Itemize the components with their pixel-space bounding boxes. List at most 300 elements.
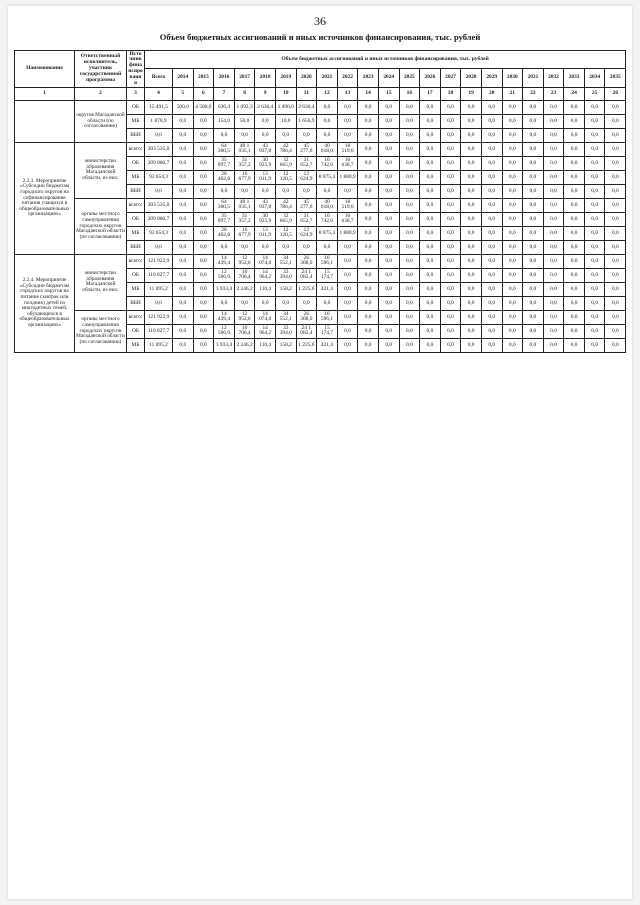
value-cell: 24 1 082,4 bbox=[296, 324, 317, 338]
column-number: 2 bbox=[75, 87, 127, 100]
value-cell: 0,0 bbox=[584, 114, 605, 128]
value-cell: 0,0 bbox=[420, 338, 441, 352]
value-cell: 0,0 bbox=[378, 142, 399, 156]
source-cell: МБ bbox=[127, 226, 145, 240]
value-cell: 0,0 bbox=[193, 296, 214, 310]
value-cell: 1 092,3 bbox=[234, 100, 255, 114]
total-cell: 303 535,0 bbox=[145, 198, 173, 212]
value-cell: 0,0 bbox=[173, 338, 194, 352]
value-cell: 0,0 bbox=[564, 226, 585, 240]
value-cell: 500,0 bbox=[173, 100, 194, 114]
value-cell: 0,0 bbox=[564, 170, 585, 184]
value-cell: 0,0 bbox=[337, 114, 358, 128]
total-cell: 0,0 bbox=[145, 296, 173, 310]
value-cell: 0,0 bbox=[481, 254, 502, 268]
source-cell: всего: bbox=[127, 198, 145, 212]
value-cell: 0,0 bbox=[296, 240, 317, 254]
value-cell: 0,0 bbox=[605, 240, 626, 254]
value-cell: 0,0 bbox=[523, 198, 544, 212]
value-cell: 0,0 bbox=[440, 282, 461, 296]
value-cell: 0,0 bbox=[481, 268, 502, 282]
value-cell: 0,0 bbox=[584, 254, 605, 268]
table-row bbox=[15, 310, 626, 324]
value-cell: 16 596,1 bbox=[317, 310, 338, 324]
value-cell: 12 952,6 bbox=[234, 310, 255, 324]
value-cell: 14 439,4 bbox=[214, 254, 235, 268]
value-cell: 0,0 bbox=[420, 198, 441, 212]
value-cell: 0,0 bbox=[523, 114, 544, 128]
value-cell: 0,0 bbox=[605, 282, 626, 296]
total-cell: 1 870,9 bbox=[145, 114, 173, 128]
value-cell: 0,0 bbox=[337, 184, 358, 198]
value-cell: 0,0 bbox=[358, 310, 379, 324]
source-cell: ОБ bbox=[127, 268, 145, 282]
value-cell: 0,0 bbox=[523, 100, 544, 114]
value-cell: 0,0 bbox=[173, 310, 194, 324]
value-cell: 0,0 bbox=[543, 324, 564, 338]
value-cell: 0,0 bbox=[358, 324, 379, 338]
value-cell: 0,0 bbox=[173, 324, 194, 338]
value-cell: 14 074,6 bbox=[255, 254, 276, 268]
value-cell: 0,0 bbox=[173, 142, 194, 156]
value-cell: 0,0 bbox=[399, 282, 420, 296]
value-cell: 0,0 bbox=[358, 100, 379, 114]
value-cell: 0,0 bbox=[317, 184, 338, 198]
value-cell: 12 624,9 bbox=[296, 170, 317, 184]
value-cell: 0,0 bbox=[440, 100, 461, 114]
value-cell: 0,0 bbox=[317, 100, 338, 114]
value-cell: 16 638,7 bbox=[337, 212, 358, 226]
value-cell: 0,0 bbox=[378, 170, 399, 184]
value-cell: 0,0 bbox=[173, 226, 194, 240]
value-cell: 110,4 bbox=[255, 282, 276, 296]
value-cell: 0,0 bbox=[317, 296, 338, 310]
value-cell: 0,0 bbox=[378, 212, 399, 226]
value-cell: 0,0 bbox=[420, 296, 441, 310]
column-number: 24 bbox=[564, 87, 585, 100]
value-cell: 0,0 bbox=[275, 296, 296, 310]
value-cell: 1 933,4 bbox=[214, 282, 235, 296]
source-cell: ВБИ bbox=[127, 296, 145, 310]
value-cell: 0,0 bbox=[420, 310, 441, 324]
value-cell: 0,0 bbox=[564, 212, 585, 226]
value-cell: 0,0 bbox=[543, 198, 564, 212]
value-cell: 2 246,2 bbox=[234, 338, 255, 352]
value-cell: 18 519,6 bbox=[337, 142, 358, 156]
total-cell: 209 880,7 bbox=[145, 212, 173, 226]
value-cell: 0,0 bbox=[502, 296, 523, 310]
value-cell: 0,0 bbox=[399, 114, 420, 128]
value-cell: 0,0 bbox=[461, 198, 482, 212]
value-cell: 0,0 bbox=[481, 184, 502, 198]
value-cell: 0,0 bbox=[255, 296, 276, 310]
column-number: 19 bbox=[461, 87, 482, 100]
value-cell: 0,0 bbox=[420, 142, 441, 156]
value-cell: 0,0 bbox=[296, 128, 317, 142]
value-cell: 30 925,9 bbox=[255, 156, 276, 170]
value-cell: 0,0 bbox=[502, 156, 523, 170]
value-cell: 26 308,0 bbox=[296, 310, 317, 324]
value-cell: 0,0 bbox=[420, 128, 441, 142]
value-cell: 0,0 bbox=[481, 142, 502, 156]
financing-table bbox=[14, 50, 626, 353]
source-cell: всего: bbox=[127, 254, 145, 268]
value-cell: 12 506,0 bbox=[214, 324, 235, 338]
total-cell: 93 654,3 bbox=[145, 226, 173, 240]
activity-name: 2.2.3. Мероприятие «Субсидии бюджетам городских округов на софинансирование питания учащихся в общеобразовательных организациях» bbox=[15, 142, 75, 254]
value-cell: 0,0 bbox=[543, 296, 564, 310]
value-cell: 0,0 bbox=[399, 100, 420, 114]
value-cell: 26 308,0 bbox=[296, 254, 317, 268]
value-cell: 0,0 bbox=[378, 100, 399, 114]
value-cell: 0,0 bbox=[440, 324, 461, 338]
value-cell: 0,0 bbox=[440, 170, 461, 184]
value-cell: 0,0 bbox=[461, 142, 482, 156]
value-cell: 0,0 bbox=[461, 114, 482, 128]
value-cell: 0,0 bbox=[337, 324, 358, 338]
header-year: 2024 bbox=[378, 69, 399, 87]
value-cell: 0,0 bbox=[461, 296, 482, 310]
source-cell: ОБ bbox=[127, 324, 145, 338]
document-page bbox=[8, 6, 632, 899]
value-cell: 0,0 bbox=[605, 100, 626, 114]
value-cell: 0,0 bbox=[358, 142, 379, 156]
value-cell: 0,0 bbox=[399, 268, 420, 282]
value-cell: 0,0 bbox=[523, 128, 544, 142]
value-cell: 2 246,2 bbox=[234, 282, 255, 296]
value-cell: 0,0 bbox=[502, 184, 523, 198]
value-cell: 0,0 bbox=[502, 240, 523, 254]
value-cell: 0,0 bbox=[543, 184, 564, 198]
header-year: 2018 bbox=[255, 69, 276, 87]
value-cell: 0,0 bbox=[255, 184, 276, 198]
value-cell: 10 706,4 bbox=[234, 324, 255, 338]
value-cell: 0,0 bbox=[502, 324, 523, 338]
value-cell: 12 624,9 bbox=[296, 226, 317, 240]
activity-name bbox=[15, 100, 75, 142]
value-cell: 0,0 bbox=[543, 100, 564, 114]
header-year: 2028 bbox=[461, 69, 482, 87]
value-cell: 0,0 bbox=[255, 128, 276, 142]
header-year: 2027 bbox=[440, 69, 461, 87]
value-cell: 0,0 bbox=[461, 226, 482, 240]
value-cell: 0,0 bbox=[605, 338, 626, 352]
value-cell: 0,0 bbox=[584, 338, 605, 352]
value-cell: 31 652,7 bbox=[296, 156, 317, 170]
header-year: 2031 bbox=[523, 69, 544, 87]
value-cell: 0,0 bbox=[193, 338, 214, 352]
value-cell: 0,0 bbox=[358, 254, 379, 268]
value-cell: 0,0 bbox=[584, 268, 605, 282]
value-cell: 0,0 bbox=[173, 128, 194, 142]
value-cell: 0,0 bbox=[584, 296, 605, 310]
total-cell: 0,0 bbox=[145, 184, 173, 198]
value-cell: 0,0 bbox=[564, 254, 585, 268]
value-cell: 0,0 bbox=[358, 184, 379, 198]
value-cell: 48 1 035,1 bbox=[234, 198, 255, 212]
header-year: 2025 bbox=[399, 69, 420, 87]
value-cell: 636,4 bbox=[214, 100, 235, 114]
value-cell: 0,0 bbox=[523, 338, 544, 352]
value-cell: 0,0 bbox=[193, 268, 214, 282]
value-cell: 0,0 bbox=[564, 324, 585, 338]
value-cell: 158,2 bbox=[275, 338, 296, 352]
table-title: Объем бюджетных ассигнований и иных источников финансирования, тыс. рублей bbox=[159, 32, 481, 42]
value-cell: 0,0 bbox=[543, 240, 564, 254]
value-cell: 0,0 bbox=[523, 254, 544, 268]
value-cell: 0,0 bbox=[399, 310, 420, 324]
value-cell: 28 462,8 bbox=[214, 170, 235, 184]
value-cell: 8 875,4 bbox=[317, 170, 338, 184]
value-cell: 15 174,7 bbox=[317, 324, 338, 338]
value-cell: 0,0 bbox=[234, 184, 255, 198]
column-number: 5 bbox=[173, 87, 194, 100]
value-cell: 0,0 bbox=[296, 184, 317, 198]
value-cell: 31 357,2 bbox=[234, 212, 255, 226]
value-cell: 0,0 bbox=[358, 128, 379, 142]
value-cell: 0,0 bbox=[564, 338, 585, 352]
header-source: Источник финансирования bbox=[128, 50, 143, 86]
value-cell: 0,0 bbox=[420, 268, 441, 282]
value-cell: 0,0 bbox=[461, 128, 482, 142]
value-cell: 0,0 bbox=[337, 282, 358, 296]
column-number: 9 bbox=[255, 87, 276, 100]
value-cell: 0,0 bbox=[481, 198, 502, 212]
value-cell: 0,0 bbox=[440, 142, 461, 156]
value-cell: 48 1 035,1 bbox=[234, 142, 255, 156]
header-year: 2033 bbox=[564, 69, 585, 87]
value-cell: 0,0 bbox=[584, 170, 605, 184]
value-cell: 0,0 bbox=[481, 100, 502, 114]
column-number: 13 bbox=[337, 87, 358, 100]
value-cell: 0,0 bbox=[337, 240, 358, 254]
value-cell: 0,0 bbox=[378, 128, 399, 142]
total-cell: 0,0 bbox=[145, 240, 173, 254]
table-row bbox=[15, 142, 626, 156]
value-cell: 0,0 bbox=[420, 114, 441, 128]
value-cell: 0,0 bbox=[399, 170, 420, 184]
column-number: 12 bbox=[317, 87, 338, 100]
value-cell: 0,0 bbox=[502, 100, 523, 114]
header-year: 2030 bbox=[502, 69, 523, 87]
source-cell: МБ bbox=[127, 282, 145, 296]
value-cell: 0,0 bbox=[461, 254, 482, 268]
value-cell: 0,0 bbox=[255, 114, 276, 128]
value-cell: 31 357,2 bbox=[234, 156, 255, 170]
value-cell: 0,0 bbox=[173, 184, 194, 198]
value-cell: 0,0 bbox=[337, 128, 358, 142]
header-year: 2029 bbox=[481, 69, 502, 87]
value-cell: 0,0 bbox=[605, 198, 626, 212]
value-cell: 0,0 bbox=[234, 128, 255, 142]
source-cell: ВБИ bbox=[127, 240, 145, 254]
table-row bbox=[15, 198, 626, 212]
value-cell: 0,0 bbox=[337, 100, 358, 114]
value-cell: 0,0 bbox=[275, 240, 296, 254]
value-cell: 0,0 bbox=[440, 268, 461, 282]
header-year: 2020 bbox=[296, 69, 317, 87]
total-cell: 93 654,3 bbox=[145, 170, 173, 184]
value-cell: 0,0 bbox=[523, 184, 544, 198]
value-cell: 0,0 bbox=[523, 142, 544, 156]
value-cell: 16 596,1 bbox=[317, 254, 338, 268]
value-cell: 0,0 bbox=[584, 226, 605, 240]
value-cell: 0,0 bbox=[523, 268, 544, 282]
value-cell: 12 952,6 bbox=[234, 254, 255, 268]
header-year: 2015 bbox=[193, 69, 214, 87]
value-cell: 0,0 bbox=[461, 170, 482, 184]
value-cell: 0,0 bbox=[193, 156, 214, 170]
header-year: 2035 bbox=[605, 69, 626, 87]
column-number: 4 bbox=[145, 87, 173, 100]
value-cell: 0,0 bbox=[584, 282, 605, 296]
value-cell: 12 120,5 bbox=[275, 226, 296, 240]
value-cell: 0,0 bbox=[378, 226, 399, 240]
value-cell: 0,0 bbox=[481, 240, 502, 254]
value-cell: 0,0 bbox=[502, 254, 523, 268]
value-cell: 0,0 bbox=[502, 282, 523, 296]
value-cell: 0,0 bbox=[564, 100, 585, 114]
value-cell: 0,0 bbox=[275, 128, 296, 142]
value-cell: 0,0 bbox=[214, 240, 235, 254]
value-cell: 0,0 bbox=[605, 142, 626, 156]
value-cell: 0,0 bbox=[440, 198, 461, 212]
value-cell: 0,0 bbox=[173, 156, 194, 170]
value-cell: 32 665,9 bbox=[275, 212, 296, 226]
total-cell: 15 491,5 bbox=[145, 100, 173, 114]
value-cell: 33 394,0 bbox=[275, 268, 296, 282]
value-cell: 0,0 bbox=[358, 212, 379, 226]
header-year: 2014 bbox=[173, 69, 194, 87]
value-cell: 40 618,0 bbox=[317, 198, 338, 212]
value-cell: 40 618,0 bbox=[317, 142, 338, 156]
total-cell: 121 922,9 bbox=[145, 254, 173, 268]
value-cell: 0,0 bbox=[543, 268, 564, 282]
value-cell: 14 964,2 bbox=[255, 268, 276, 282]
value-cell: 0,0 bbox=[584, 142, 605, 156]
value-cell: 0,0 bbox=[481, 226, 502, 240]
value-cell: 0,0 bbox=[399, 184, 420, 198]
executor-cell: округов Магаданской области (по согласованию) bbox=[75, 100, 127, 142]
value-cell: 0,0 bbox=[214, 184, 235, 198]
value-cell: 0,0 bbox=[605, 254, 626, 268]
header-year: 2034 bbox=[584, 69, 605, 87]
value-cell: 0,0 bbox=[564, 268, 585, 282]
value-cell: 0,0 bbox=[420, 170, 441, 184]
value-cell: 0,0 bbox=[481, 170, 502, 184]
value-cell: 15 174,7 bbox=[317, 268, 338, 282]
value-cell: 0,0 bbox=[317, 114, 338, 128]
source-cell: МБ bbox=[127, 338, 145, 352]
value-cell: 0,0 bbox=[543, 128, 564, 142]
value-cell: 0,0 bbox=[605, 128, 626, 142]
total-cell: 0,0 bbox=[145, 128, 173, 142]
value-cell: 0,0 bbox=[234, 296, 255, 310]
value-cell: 0,0 bbox=[502, 338, 523, 352]
source-cell: ВБИ bbox=[127, 128, 145, 142]
value-cell: 0,0 bbox=[193, 198, 214, 212]
column-number: 7 bbox=[214, 87, 235, 100]
value-cell: 0,0 bbox=[358, 170, 379, 184]
value-cell: 34 552,1 bbox=[275, 310, 296, 324]
value-cell: 0,0 bbox=[543, 156, 564, 170]
value-cell: 16 677,9 bbox=[234, 170, 255, 184]
value-cell: 18 519,6 bbox=[337, 198, 358, 212]
value-cell: 0,0 bbox=[440, 226, 461, 240]
value-cell: 45 277,6 bbox=[296, 142, 317, 156]
value-cell: 0,0 bbox=[502, 170, 523, 184]
value-cell: 31 652,7 bbox=[296, 212, 317, 226]
value-cell: 0,0 bbox=[420, 156, 441, 170]
value-cell: 0,0 bbox=[420, 100, 441, 114]
value-cell: 0,0 bbox=[502, 268, 523, 282]
total-cell: 11 095,2 bbox=[145, 282, 173, 296]
value-cell: 0,0 bbox=[399, 324, 420, 338]
total-cell: 121 922,9 bbox=[145, 310, 173, 324]
value-cell: 32 665,9 bbox=[275, 156, 296, 170]
value-cell: 13 011,9 bbox=[255, 170, 276, 184]
value-cell: 13 011,9 bbox=[255, 226, 276, 240]
table-row bbox=[15, 254, 626, 268]
column-number: 11 bbox=[296, 87, 317, 100]
value-cell: 0,0 bbox=[564, 198, 585, 212]
header-year: 2026 bbox=[420, 69, 441, 87]
value-cell: 0,0 bbox=[193, 212, 214, 226]
value-cell: 0,0 bbox=[605, 114, 626, 128]
value-cell: 16 742,6 bbox=[317, 156, 338, 170]
value-cell: 0,0 bbox=[173, 296, 194, 310]
value-cell: 0,0 bbox=[440, 128, 461, 142]
value-cell: 1 880,9 bbox=[337, 226, 358, 240]
value-cell: 12 506,0 bbox=[214, 268, 235, 282]
header-total: Всего bbox=[145, 69, 173, 87]
value-cell: 64 360,5 bbox=[214, 142, 235, 156]
column-number: 21 bbox=[502, 87, 523, 100]
value-cell: 14 439,4 bbox=[214, 310, 235, 324]
value-cell: 0,0 bbox=[584, 324, 605, 338]
value-cell: 0,0 bbox=[605, 310, 626, 324]
value-cell: 0,0 bbox=[584, 100, 605, 114]
value-cell: 1 490,0 bbox=[275, 100, 296, 114]
value-cell: 0,0 bbox=[255, 240, 276, 254]
source-cell: ОБ bbox=[127, 212, 145, 226]
value-cell: 0,0 bbox=[440, 156, 461, 170]
value-cell: 0,0 bbox=[440, 338, 461, 352]
value-cell: 0,0 bbox=[358, 240, 379, 254]
value-cell: 0,0 bbox=[173, 254, 194, 268]
value-cell: 43 937,8 bbox=[255, 142, 276, 156]
value-cell: 16 742,6 bbox=[317, 212, 338, 226]
value-cell: 0,0 bbox=[378, 240, 399, 254]
value-cell: 0,0 bbox=[358, 268, 379, 282]
value-cell: 0,0 bbox=[543, 282, 564, 296]
column-number: 1 bbox=[15, 87, 75, 100]
value-cell: 0,0 bbox=[234, 240, 255, 254]
value-cell: 0,0 bbox=[173, 212, 194, 226]
value-cell: 0,0 bbox=[543, 254, 564, 268]
value-cell: 0,0 bbox=[461, 324, 482, 338]
value-cell: 10,0 bbox=[275, 114, 296, 128]
column-number: 23 bbox=[543, 87, 564, 100]
value-cell: 0,0 bbox=[605, 324, 626, 338]
column-number: 15 bbox=[378, 87, 399, 100]
total-cell: 110 827,7 bbox=[145, 324, 173, 338]
value-cell: 0,0 bbox=[193, 254, 214, 268]
value-cell: 0,0 bbox=[461, 212, 482, 226]
value-cell: 0,0 bbox=[584, 240, 605, 254]
header-executor: Ответственный исполнитель, участник государственной программы bbox=[75, 51, 127, 88]
value-cell: 0,0 bbox=[502, 212, 523, 226]
